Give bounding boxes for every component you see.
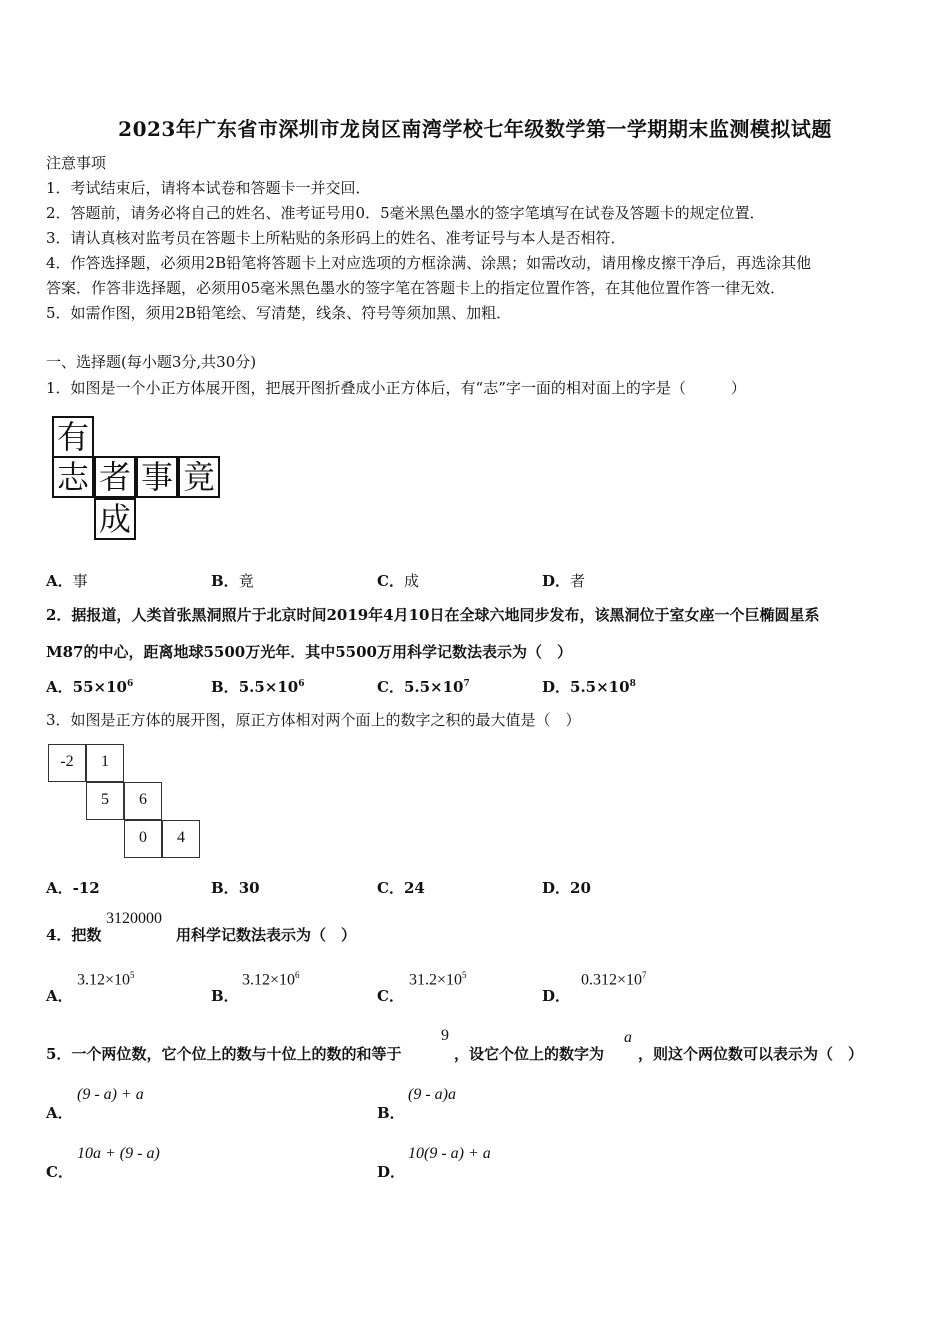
option-d-label[interactable]: D． xyxy=(377,1163,406,1181)
note-item: 4．作答选择题，必须用2B铅笔将答题卡上对应选项的方框涂满、涂黑；如需改动，请用橡皮擦干净后，再选涂其他 xyxy=(46,254,812,272)
option-label: D． xyxy=(542,879,571,897)
option-c-expr: $31.2\times 10^5$ xyxy=(409,970,467,989)
option-a-expr: $3.12\times 10^5$ xyxy=(77,970,135,989)
question-1-text: 1．如图是一个小正方体展开图，把展开图折叠成小正方体后，有“志”字一面的相对面上的字是（ ） xyxy=(46,379,746,397)
note-item: 2．答题前，请务必将自己的姓名、准考证号用0．5毫米黑色墨水的签字笔填写在试卷及答题卡的规定位置． xyxy=(46,204,765,222)
page-title: 2023年广东省市深圳市龙岗区南湾学校七年级数学第一学期期末监测模拟试题 xyxy=(118,117,832,141)
question-5-part-2: ，设它个位上的数字为 xyxy=(454,1045,605,1063)
option-d-expr: $0.312\times 10^7$ xyxy=(581,970,647,989)
option-c[interactable] xyxy=(377,570,419,591)
option-a[interactable]: A．$55\times 10^6$ xyxy=(46,678,134,696)
option-label: C． xyxy=(377,879,404,897)
option-d[interactable]: D．$5.5\times 10^8$ xyxy=(542,678,636,696)
option-label: C． xyxy=(377,572,404,590)
option-label: B． xyxy=(211,572,239,590)
option-b-expr: $3.12\times 10^6$ xyxy=(242,970,300,989)
question-3-text: 3．如图是正方体的展开图，原正方体相对两个面上的数字之积的最大值是（ ） xyxy=(46,711,581,729)
question-4-number: 3120000 xyxy=(106,910,162,927)
option-text: 24 xyxy=(403,879,425,897)
question-5-nine: 9 xyxy=(441,1027,449,1044)
option-text: 成 xyxy=(403,572,419,590)
option-label: B． xyxy=(211,678,239,696)
option-label: C． xyxy=(377,678,404,696)
question-5-part-1: 5．一个两位数，它个位上的数与十位上的数的和等于 xyxy=(46,1045,402,1063)
option-c-expr: 10a + (9 - a) xyxy=(77,1145,160,1162)
option-label: A． xyxy=(46,678,73,696)
question-4-suffix: 用科学记数法表示为（ ） xyxy=(176,926,357,944)
option-text: -12 xyxy=(72,879,100,897)
question-5-part-3: ，则这个两位数可以表示为（ ） xyxy=(638,1045,864,1063)
option-b-label[interactable]: B． xyxy=(211,987,239,1005)
question-2-line-1: 2．据报道，人类首张黑洞照片于北京时间2019年4月10日在全球六地同步发布，该黑洞位于室女座一个巨椭圆星系 xyxy=(46,606,820,624)
net-cell: -2 xyxy=(48,744,86,782)
option-d-expr: 10(9 - a) + a xyxy=(408,1145,491,1162)
net-cell: 竟 xyxy=(178,456,220,498)
question-5-variable: a xyxy=(624,1029,632,1046)
cube-net-numbers xyxy=(46,742,206,860)
option-b[interactable] xyxy=(211,570,254,591)
net-cell: 5 xyxy=(86,782,124,820)
option-text: 事 xyxy=(72,572,88,590)
option-b[interactable] xyxy=(211,877,260,898)
option-b-label[interactable]: B． xyxy=(377,1104,405,1122)
option-label: D． xyxy=(542,572,571,590)
option-b[interactable]: B．$5.5\times 10^6$ xyxy=(211,678,305,696)
option-text: 30 xyxy=(238,879,260,897)
option-text: 者 xyxy=(570,572,586,590)
net-cell: 成 xyxy=(94,498,136,540)
cube-net-characters xyxy=(46,410,236,545)
section-heading: 一、选择题(每小题3分,共30分) xyxy=(46,353,257,371)
net-cell: 有 xyxy=(52,416,94,458)
note-item: 5．如需作图，须用2B铅笔绘、写清楚，线条、符号等须加黑、加粗． xyxy=(46,304,512,322)
option-text: 20 xyxy=(570,879,591,897)
option-c-label[interactable]: C． xyxy=(377,987,404,1005)
option-label: A． xyxy=(46,572,73,590)
option-label: B． xyxy=(211,879,239,897)
option-a-label[interactable]: A． xyxy=(46,987,73,1005)
option-label: A． xyxy=(46,879,73,897)
net-cell: 者 xyxy=(94,456,136,498)
net-cell: 6 xyxy=(124,782,162,820)
option-c[interactable]: C．$5.5\times 10^7$ xyxy=(377,678,470,696)
option-d[interactable] xyxy=(542,877,591,898)
note-item: 答案．作答非选择题，必须用05毫米黑色墨水的签字笔在答题卡上的指定位置作答，在其他位置作答一律无效． xyxy=(46,279,786,297)
option-c-label[interactable]: C． xyxy=(46,1163,73,1181)
notes-heading: 注意事项 xyxy=(46,154,107,172)
option-label: D． xyxy=(542,678,571,696)
option-a[interactable] xyxy=(46,570,88,591)
net-cell: 4 xyxy=(162,820,200,858)
option-a-label[interactable]: A． xyxy=(46,1104,73,1122)
net-cell: 事 xyxy=(136,456,178,498)
option-b-expr: (9 - a)a xyxy=(408,1086,456,1103)
option-d[interactable] xyxy=(542,570,585,591)
option-a-expr: (9 - a) + a xyxy=(77,1086,144,1103)
net-cell: 0 xyxy=(124,820,162,858)
net-cell: 1 xyxy=(86,744,124,782)
net-cell: 志 xyxy=(52,456,94,498)
option-d-label[interactable]: D． xyxy=(542,987,571,1005)
option-c[interactable] xyxy=(377,877,425,898)
option-text: 竟 xyxy=(238,572,254,590)
option-a[interactable] xyxy=(46,877,100,898)
note-item: 3．请认真核对监考员在答题卡上所粘贴的条形码上的姓名、准考证号与本人是否相符． xyxy=(46,229,626,247)
question-2-line-2: M87的中心，距离地球5500万光年．其中5500万用科学记数法表示为（ ） xyxy=(46,643,572,661)
note-item: 1．考试结束后，请将本试卷和答题卡一并交回． xyxy=(46,179,371,197)
question-4-prefix: 4．把数 xyxy=(46,926,102,944)
